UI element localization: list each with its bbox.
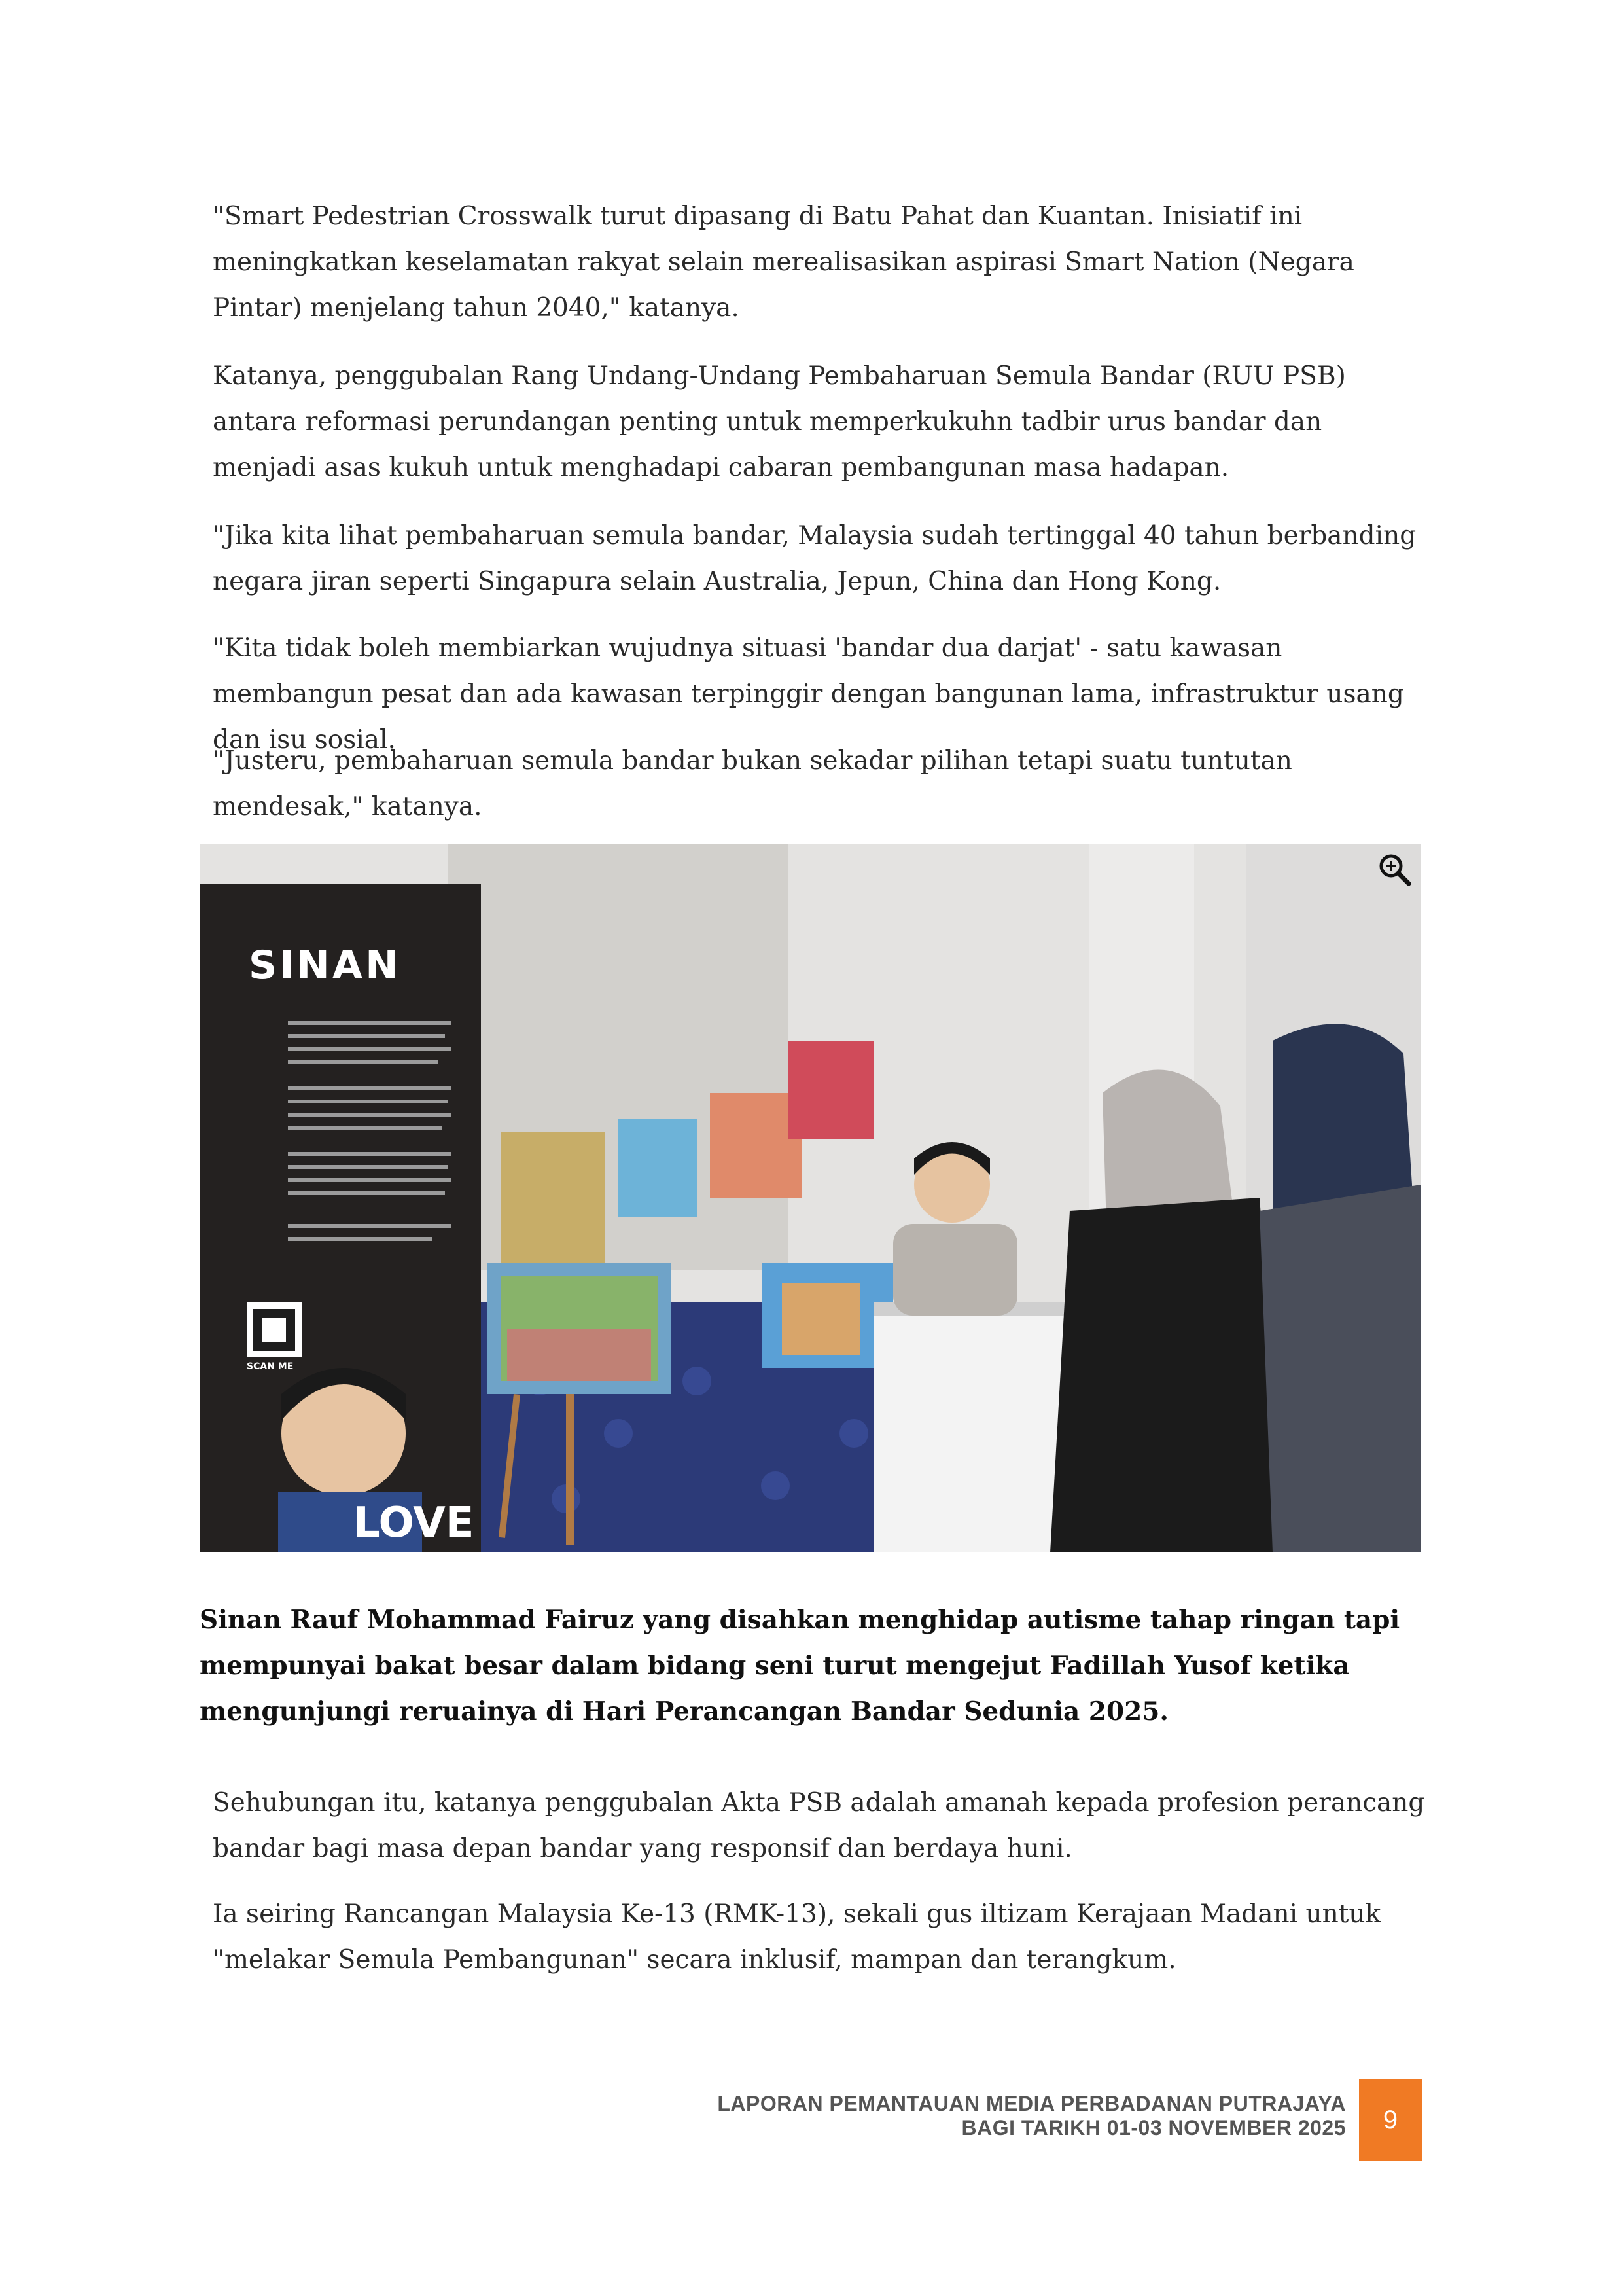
banner-scan-label: SCAN ME [247,1361,294,1372]
banner-title: SINAN [249,942,401,988]
article-paragraph: Sehubungan itu, katanya penggubalan Akta PSB adalah amanah kepada profesion perancang bandar bagi masa depan bandar yang responsif dan berdaya huni. [213,1788,1425,1863]
page-number: 9 [1383,2105,1398,2134]
article-paragraph: "Justeru, pembaharuan semula bandar bukan sekadar pilihan tetapi suatu tuntutan mendesak," katanya. [213,746,1292,821]
footer-report-title [717,2092,1346,2140]
zoom-in-icon[interactable] [1375,850,1414,889]
photo-caption: Sinan Rauf Mohammad Fairuz yang disahkan menghidap autisme tahap ringan tapi mempunyai bakat besar dalam bidang seni turut mengejut Fadillah Yusof ketika mengunjungi reruainya di Hari Perancangan Bandar Sedunia 2025. [200,1605,1400,1727]
footer-line-1: LAPORAN PEMANTAUAN MEDIA PERBADANAN PUTRAJAYA [717,2092,1346,2115]
article-paragraph: "Jika kita lihat pembaharuan semula bandar, Malaysia sudah tertinggal 40 tahun berbanding negara jiran seperti Singapura selain Australia, Jepun, China dan Hong Kong. [213,521,1417,596]
article-paragraph: "Kita tidak boleh membiarkan wujudnya situasi 'bandar dua darjat' - satu kawasan membangun pesat dan ada kawasan terpinggir dengan bangunan lama, infrastruktur usang dan isu sosial. [213,634,1404,755]
page-number-badge [1359,2079,1422,2161]
article-paragraph: Ia seiring Rancangan Malaysia Ke-13 (RMK-13), sekali gus iltizam Kerajaan Madani untuk "melakar Semula Pembangunan" secara inklusif, mampan dan terangkum. [213,1899,1381,1975]
article-paragraph: Katanya, penggubalan Rang Undang-Undang Pembaharuan Semula Bandar (RUU PSB) antara reformasi perundangan penting untuk memperkukuhn tadbir urus bandar dan menjadi asas kukuh untuk menghadapi cabaran pembangunan masa hadapan. [213,361,1346,482]
shirt-text: LOVE [353,1499,474,1547]
article-paragraph: "Smart Pedestrian Crosswalk turut dipasang di Batu Pahat dan Kuantan. Inisiatif ini meningkatkan keselamatan rakyat selain merealisasikan aspirasi Smart Nation (Negara Pintar) menjelang tahun 2040," katanya. [213,202,1354,323]
footer-line-2: BAGI TARIKH 01-03 NOVEMBER 2025 [961,2116,1346,2140]
article-photo [200,844,1421,1552]
